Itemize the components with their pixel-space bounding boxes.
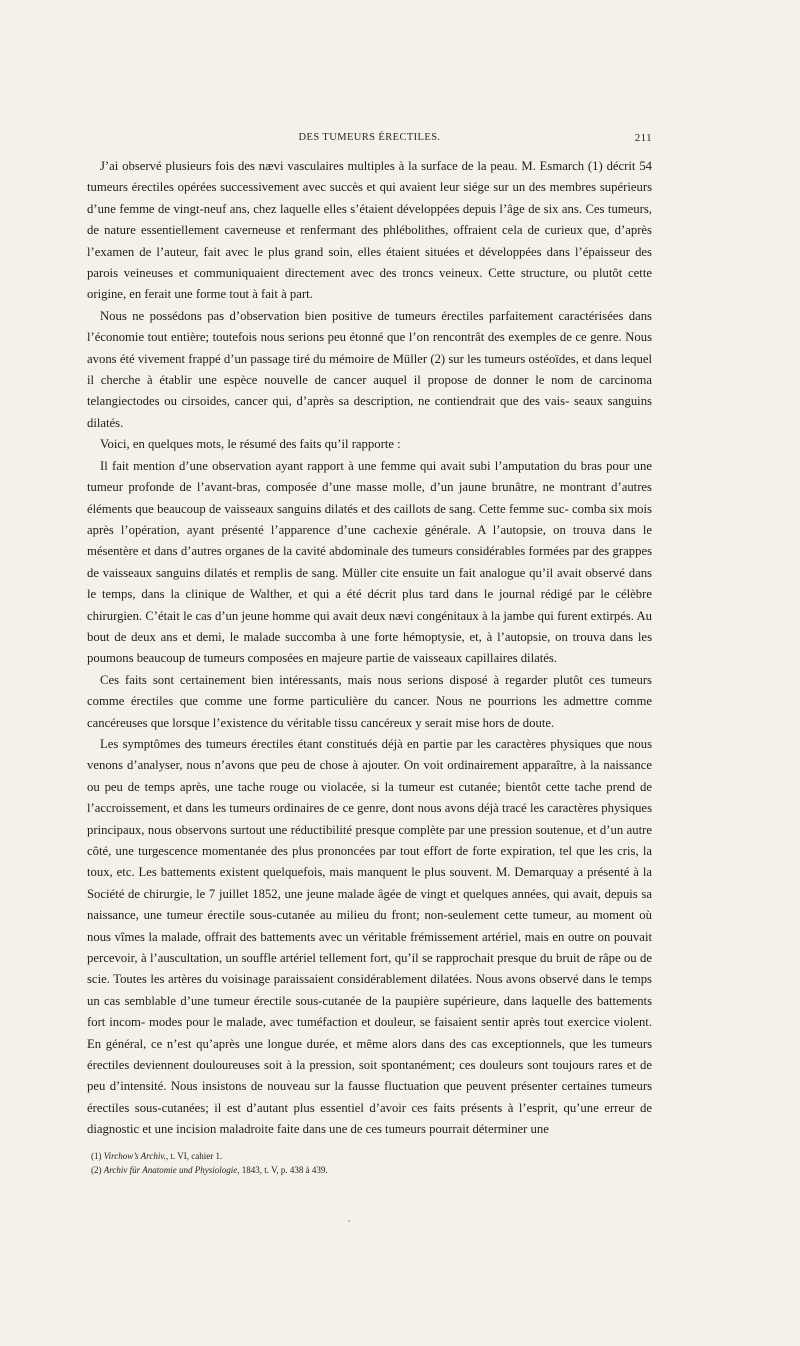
footnote-marker: (2) — [91, 1164, 102, 1175]
text-line: avec un véritable frémissement artériel, mais en outre on pouvait percevoir, à l’auscultation, un souffle — [87, 929, 652, 966]
page-number: 211 — [634, 132, 652, 144]
text-line: plus souvent. M. Demarquay a présenté à la Société de chirurgie, le 7 juillet 1852, une jeune malade — [87, 865, 653, 901]
book-page — [87, 132, 653, 1175]
text-line: l’épaisseur des parois veineuses et communiquaient directement avec des troncs veineux. Cette structure, — [87, 244, 652, 281]
text-line: trouva dans le mésentère et dans d’autres organes de la cavité abdominale des tumeurs considérables — [87, 522, 652, 559]
main-text — [87, 156, 652, 1141]
paper-speck — [348, 1220, 350, 1222]
text-line: erreur de diagnostic et une incision maladroite faite dans une de ces tumeurs pourrait déterminer une — [87, 1100, 653, 1137]
text-line: d’autres éléments que beaucoup de vaisseaux sanguins dilatés et des caillots de sang. Cette femme suc- — [87, 480, 652, 516]
paragraph — [87, 156, 652, 306]
text-line: Nous avons été vivement frappé d’un passage tiré du mémoire de Müller (2) sur les tumeurs ostéoïdes, et — [87, 330, 653, 366]
paragraph — [87, 306, 652, 434]
text-line: carcinoma telangiectodes ou cirsoides, cancer qui, d’après sa description, ne contiendrait que des vais- — [87, 373, 653, 409]
text-line: que, d’après l’examen de l’auteur, fait avec le plus grand soin, elles étaient situées et développées dans — [87, 223, 652, 259]
text-line: artériel tellement fort, qu’il se rapprochait presque du bruit de râpe ou de scie. Toutes les artères du — [87, 951, 652, 987]
text-line: d’une tumeur érectile sous-cutanée de la paupière supérieure, dans laquelle des battements fort incom- — [87, 993, 653, 1030]
text-line: 54 tumeurs érectiles opérées successivement avec succès et qui avaient leur siége sur un des membres — [87, 159, 652, 195]
paragraph — [87, 456, 652, 670]
text-line: cancéreuses que lorsque l’existence du véritable tissu cancéreux y serait mise hors de doute. — [87, 715, 555, 730]
text-line: tumeurs érectiles sous-cutanées; il est d’autant plus essentiel d’avoir ces faits présents à l’esprit, qu’une — [87, 1079, 653, 1115]
text-line: seaux sanguins dilatés. — [87, 394, 652, 430]
text-line: à la jambe qui furent extirpés. Au bout de deux ans et demi, le malade succomba à une forte hémoptysie, — [87, 608, 653, 644]
text-line: comme érectiles que comme une forme particulière du cancer. Nous ne pourrions les admettre comme — [87, 694, 652, 709]
text-line: Ces faits sont certainement bien intéressants, mais nous serions disposé à regarder plutôt ces tumeurs — [100, 672, 652, 687]
text-line: général, ce n’est qu’après une longue durée, et même alors dans des cas exceptionnels, que les tumeurs — [105, 1036, 653, 1051]
text-line: analogue qu’il avait observé dans le temps, dans la clinique de Walther, et qui a été décrit plus tard dans — [87, 565, 652, 602]
text-line: comba six mois après l’opération, ayant présenté l’apparence d’une cachexie générale. A l’autopsie, on — [87, 501, 652, 537]
text-line: érectiles deviennent douloureuses soit à la pression, soit spontanément; ces douleurs sont toujours rares — [87, 1058, 623, 1073]
footnote-text: , t. VI, cahier 1. — [165, 1150, 223, 1161]
footnote — [91, 1163, 652, 1177]
text-line: pression soutenue, et d’un autre côté, une turgescence momentanée des plus prononcées par tout effort — [87, 822, 652, 858]
text-line: Les symptômes des tumeurs érectiles étant constitués déjà en partie par les caractères physiques que — [100, 736, 624, 751]
text-line: ou plutôt cette origine, en ferait une forme tout à fait à part. — [87, 266, 652, 302]
text-line: nous venons d’analyser, nous n’avons que peu de chose à ajouter. On voit ordinairement apparaître, à la — [87, 736, 652, 773]
text-line: supérieurs d’une femme de vingt-neuf ans, chez laquelle elles s’étaient développées depuis l’âge de six ans. — [87, 180, 653, 216]
running-title: DES TUMEURS ÉRECTILES. — [298, 132, 441, 143]
text-line: Voici, en quelques mots, le résumé des faits qu’il rapporte : — [100, 437, 401, 452]
text-line: une tumeur profonde de l’avant-bras, composée d’une masse molle, d’un jaune brunâtre, ne montrant — [87, 458, 652, 495]
paragraph — [87, 434, 652, 455]
text-line: les caractères physiques principaux, nous observons surtout une réductibilité presque complète par une — [87, 801, 653, 837]
text-line: naissance ou peu de temps après, une tache rouge ou violacée, si la tumeur est cutanée; bientôt cette — [87, 758, 652, 794]
text-line: et, à l’autopsie, on trouva dans les poumons beaucoup de tumeurs composées en majeure partie de — [87, 629, 653, 666]
text-line: Nous ne possédons pas d’observation bien positive de tumeurs érectiles parfaitement caractérisées dans — [100, 308, 652, 323]
text-line: milieu du front; non-seulement cette tumeur, au moment où nous vîmes la malade, offrait des battements — [87, 908, 652, 944]
footnote-title: Archiv für Anatomie und Physiologie — [103, 1164, 238, 1175]
footnote-title: Virchow’s Archiv. — [103, 1150, 166, 1161]
text-line: de forte expiration, tel que les cris, la toux, etc. Les battements existent quelquefois, mais manquent le — [87, 844, 653, 880]
footnotes — [87, 1149, 652, 1177]
text-line: l’économie tout entière; toutefois nous serions peu étonné que l’on rencontrât des exemples de ce genre. — [87, 330, 622, 345]
paragraph — [87, 734, 652, 1141]
text-line: voisinage paraissaient considérablement dilatées. Nous avons observé dans le temps un cas semblable — [87, 972, 652, 1008]
running-header — [87, 132, 652, 148]
text-line: et de peu d’intensité. Nous insistons de nouveau sur la fausse fluctuation que peuvent présenter certaines — [87, 1058, 653, 1094]
text-line: dans lequel il cherche à établir une espèce nouvelle de cancer auquel il propose de donner le nom de — [87, 351, 652, 388]
text-line: âgée de vingt et quelques années, qui avait, depuis sa naissance, une tumeur érectile sous-cutanée au — [87, 886, 652, 923]
text-line: tache prend de l’accroissement, et dans les tumeurs ordinaires de ce genre, dont nous avons déjà tracé — [87, 779, 653, 816]
text-line: Il fait mention d’une observation ayant rapport à une femme qui avait subi l’amputation du bras pour — [100, 458, 630, 473]
text-line: vaisseaux capillaires dilatés. — [412, 651, 557, 666]
footnote-text: , 1843, t. V, p. 438 à 439. — [237, 1164, 328, 1175]
text-line: le journal rédigé par le célèbre chirurgien. C’était le cas d’un jeune homme qui avait deux nævi congénitaux — [87, 587, 653, 623]
footnote — [91, 1149, 652, 1163]
text-line: Ces tumeurs, de nature essentiellement caverneuse et renfermant des phlébolithes, offraient cela de curieux — [87, 201, 652, 238]
footnote-marker: (1) — [91, 1150, 102, 1161]
paragraph — [87, 670, 652, 734]
text-line: J’ai observé plusieurs fois des nævi vasculaires multiples à la surface de la peau. M. Esmarch (1) décrit — [100, 159, 636, 173]
text-line: formées par des grappes de vaisseaux sanguins dilatés et remplis de sang. Müller cite ensuite un fait — [87, 544, 653, 580]
text-line: modes pour le malade, avec tuméfaction et douleur, se faisaient sentir après tout exercice violent. En — [87, 1015, 652, 1051]
